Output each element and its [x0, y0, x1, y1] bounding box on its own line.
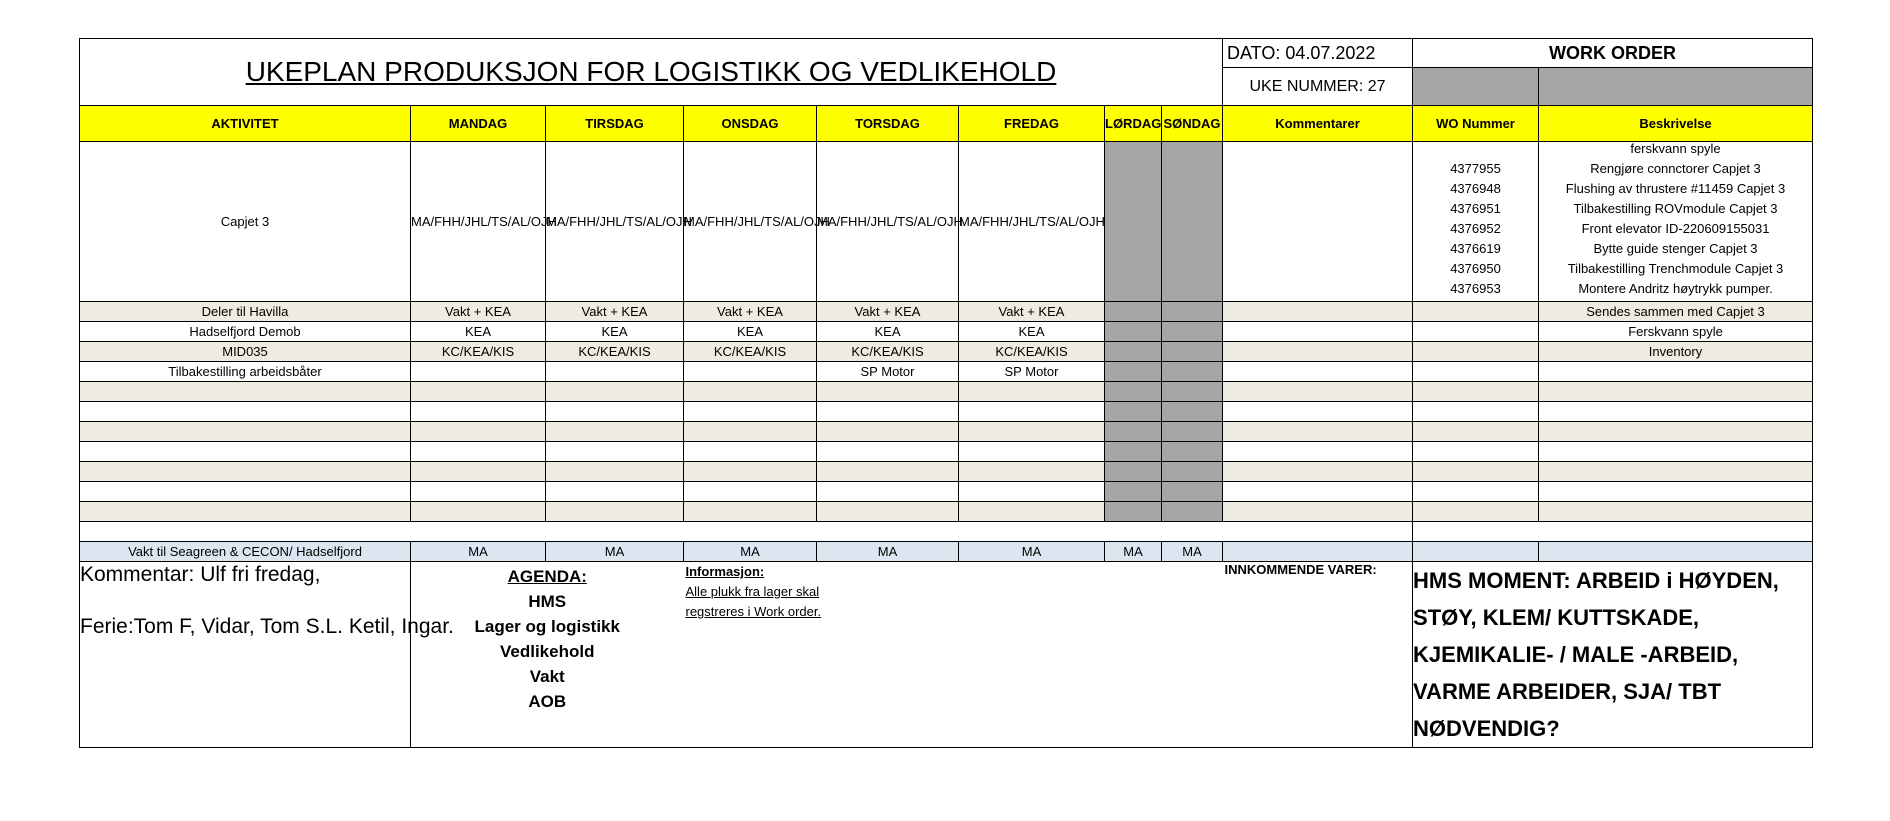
mandag-cell[interactable]: KC/KEA/KIS [411, 342, 546, 362]
empty-cell[interactable] [959, 402, 1105, 422]
vakt-onsdag[interactable]: MA [684, 542, 817, 562]
empty-cell[interactable] [546, 482, 684, 502]
sondag-cell[interactable] [1162, 482, 1223, 502]
empty-cell[interactable] [1413, 482, 1539, 502]
beskrivelse-cell[interactable] [1539, 142, 1813, 302]
empty-cell[interactable] [959, 462, 1105, 482]
wo-description: Rengjøre connctorer Capjet 3 [1590, 161, 1761, 176]
weekly-plan-table [79, 38, 1813, 748]
table-row [80, 302, 1813, 322]
table-row-empty [80, 422, 1813, 442]
sondag-cell[interactable] [1162, 462, 1223, 482]
table-row-empty [80, 402, 1813, 422]
col-header-aktivitet: AKTIVITET [80, 106, 411, 142]
empty-cell[interactable] [80, 402, 411, 422]
sondag-cell[interactable] [1162, 302, 1223, 322]
column-header-row [80, 106, 1813, 142]
activity-cell[interactable]: Hadselfjord Demob [80, 322, 411, 342]
fredag-cell[interactable]: MA/FHH/JHL/TS/AL/OJH [959, 142, 1105, 302]
sondag-cell[interactable] [1162, 362, 1223, 382]
week-number-cell[interactable]: UKE NUMMER: 27 [1223, 68, 1413, 106]
spacer-row [80, 522, 1813, 542]
informasjon-heading: Informasjon: [685, 564, 765, 579]
wo-number: 4376953 [1450, 281, 1501, 296]
fredag-cell[interactable]: Vakt + KEA [959, 302, 1105, 322]
empty-cell[interactable] [1413, 402, 1539, 422]
table-row-empty [80, 482, 1813, 502]
wo-description: Bytte guide stenger Capjet 3 [1593, 241, 1758, 256]
empty-cell[interactable] [411, 462, 546, 482]
agenda-item: Vakt [529, 667, 565, 686]
empty-cell[interactable] [411, 422, 546, 442]
empty-cell[interactable] [817, 482, 959, 502]
spacer-cell [1413, 522, 1813, 542]
empty-cell[interactable] [684, 442, 817, 462]
kommentar-cell[interactable] [1223, 322, 1413, 342]
empty-cell[interactable] [80, 462, 411, 482]
lordag-cell[interactable] [1105, 362, 1162, 382]
empty-cell[interactable] [817, 502, 959, 522]
empty-cell[interactable] [684, 502, 817, 522]
empty-cell[interactable] [546, 442, 684, 462]
empty-cell[interactable] [959, 502, 1105, 522]
spacer-cell [80, 522, 1413, 542]
activity-cell[interactable]: MID035 [80, 342, 411, 362]
wo-description: ferskvann spyle [1630, 141, 1721, 156]
empty-cell[interactable] [546, 422, 684, 442]
empty-cell[interactable] [546, 462, 684, 482]
lordag-cell[interactable] [1105, 402, 1162, 422]
wo-grey-cell-1 [1413, 68, 1539, 106]
lordag-cell[interactable] [1105, 442, 1162, 462]
sondag-cell[interactable] [1162, 422, 1223, 442]
onsdag-cell[interactable]: Vakt + KEA [684, 302, 817, 322]
empty-cell[interactable] [1223, 502, 1413, 522]
beskrivelse-cell[interactable] [1539, 362, 1813, 382]
mandag-cell[interactable]: Vakt + KEA [411, 302, 546, 322]
vakt-fredag[interactable]: MA [959, 542, 1105, 562]
informasjon-box[interactable] [684, 562, 1223, 748]
agenda-box[interactable] [411, 562, 684, 748]
onsdag-cell[interactable] [684, 362, 817, 382]
tirsdag-cell[interactable] [546, 362, 684, 382]
onsdag-cell[interactable]: MA/FHH/JHL/TS/AL/OJH [684, 142, 817, 302]
ferie-line: Ferie:Tom F, Vidar, Tom S.L. Ketil, Ingar. [80, 615, 454, 638]
empty-cell[interactable] [1413, 422, 1539, 442]
empty-cell[interactable] [684, 482, 817, 502]
empty-cell[interactable] [817, 422, 959, 442]
lordag-cell[interactable] [1105, 382, 1162, 402]
empty-cell[interactable] [817, 442, 959, 462]
vakt-kommentar[interactable] [1223, 542, 1413, 562]
empty-cell[interactable] [546, 502, 684, 522]
empty-cell[interactable] [1413, 502, 1539, 522]
kommentar-cell[interactable] [1223, 142, 1413, 302]
lordag-cell[interactable] [1105, 342, 1162, 362]
empty-cell[interactable] [1223, 422, 1413, 442]
activity-cell[interactable]: Tilbakestilling arbeidsbåter [80, 362, 411, 382]
empty-cell[interactable] [546, 402, 684, 422]
table-row [80, 322, 1813, 342]
wo-nummer-cell[interactable] [1413, 362, 1539, 382]
onsdag-cell[interactable]: KC/KEA/KIS [684, 342, 817, 362]
work-order-title: WORK ORDER [1413, 39, 1813, 68]
sondag-cell[interactable] [1162, 382, 1223, 402]
informasjon-text: Alle plukk fra lager skal regstreres i Work order. [685, 584, 822, 619]
vakt-sondag[interactable]: MA [1162, 542, 1223, 562]
mandag-cell[interactable]: KEA [411, 322, 546, 342]
kommentar-box[interactable] [80, 562, 454, 748]
tirsdag-cell[interactable]: KEA [546, 322, 684, 342]
beskrivelse-cell[interactable]: Sendes sammen med Capjet 3 [1539, 302, 1813, 322]
empty-cell[interactable] [80, 382, 411, 402]
lordag-cell[interactable] [1105, 502, 1162, 522]
tirsdag-cell[interactable]: Vakt + KEA [546, 302, 684, 322]
empty-cell[interactable] [1539, 422, 1813, 442]
activity-cell[interactable]: Capjet 3 [80, 142, 411, 302]
innkommende-label: INNKOMMENDE VARER: [1224, 562, 1377, 577]
vakt-lordag[interactable]: MA [1105, 542, 1162, 562]
col-header-torsdag: TORSDAG [817, 106, 959, 142]
wo-nummer-cell[interactable] [1413, 342, 1539, 362]
empty-cell[interactable] [1539, 382, 1813, 402]
wo-number: 4376951 [1450, 201, 1501, 216]
table-row-empty [80, 442, 1813, 462]
empty-cell[interactable] [1223, 462, 1413, 482]
empty-cell[interactable] [1223, 442, 1413, 462]
col-header-lordag: LØRDAG [1105, 106, 1162, 142]
col-header-mandag: MANDAG [411, 106, 546, 142]
sondag-cell[interactable] [1162, 342, 1223, 362]
vakt-torsdag[interactable]: MA [817, 542, 959, 562]
onsdag-cell[interactable]: KEA [684, 322, 817, 342]
kommentar-line-1: Kommentar: Ulf fri fredag, [80, 563, 321, 586]
vakt-tirsdag[interactable]: MA [546, 542, 684, 562]
table-row [80, 342, 1813, 362]
vakt-wo[interactable] [1413, 542, 1539, 562]
empty-cell[interactable] [1539, 442, 1813, 462]
date-cell[interactable]: DATO: 04.07.2022 [1223, 39, 1413, 68]
vakt-row [80, 542, 1813, 562]
empty-cell[interactable] [959, 382, 1105, 402]
kommentar-cell[interactable] [1223, 362, 1413, 382]
wo-number: 4376948 [1450, 181, 1501, 196]
empty-cell[interactable] [80, 422, 411, 442]
col-header-beskrivelse: Beskrivelse [1539, 106, 1813, 142]
torsdag-cell[interactable]: KC/KEA/KIS [817, 342, 959, 362]
col-header-tirsdag: TIRSDAG [546, 106, 684, 142]
sondag-cell[interactable] [1162, 442, 1223, 462]
empty-cell[interactable] [1413, 442, 1539, 462]
mandag-cell[interactable]: MA/FHH/JHL/TS/AL/OJH [411, 142, 546, 302]
empty-cell[interactable] [1223, 382, 1413, 402]
torsdag-cell[interactable]: MA/FHH/JHL/TS/AL/OJH [817, 142, 959, 302]
empty-cell[interactable] [411, 442, 546, 462]
empty-cell[interactable] [80, 502, 411, 522]
lordag-cell[interactable] [1105, 422, 1162, 442]
wo-description: Tilbakestilling Trenchmodule Capjet 3 [1567, 261, 1784, 276]
col-header-onsdag: ONSDAG [684, 106, 817, 142]
agenda-item: HMS [528, 592, 567, 611]
empty-cell[interactable] [411, 482, 546, 502]
wo-description: Front elevator ID-220609155031 [1581, 221, 1770, 236]
agenda-item: Lager og logistikk [474, 617, 620, 636]
hms-moment-box[interactable]: HMS MOMENT: ARBEID i HØYDEN, STØY, KLEM/ KUTTSKADE, KJEMIKALIE- / MALE -ARBEID, VARME ARBEIDER, SJA/ TBT NØDVENDIG? [1413, 562, 1813, 748]
empty-cell[interactable] [1539, 502, 1813, 522]
lordag-cell[interactable] [1105, 462, 1162, 482]
empty-cell[interactable] [959, 482, 1105, 502]
beskrivelse-cell[interactable]: Inventory [1539, 342, 1813, 362]
fredag-cell[interactable]: KEA [959, 322, 1105, 342]
empty-cell[interactable] [1413, 462, 1539, 482]
empty-cell[interactable] [817, 402, 959, 422]
fredag-cell[interactable]: SP Motor [959, 362, 1105, 382]
torsdag-cell[interactable]: Vakt + KEA [817, 302, 959, 322]
empty-cell[interactable] [411, 382, 546, 402]
beskrivelse-cell[interactable]: Ferskvann spyle [1539, 322, 1813, 342]
wo-number: 4376950 [1450, 261, 1501, 276]
empty-cell[interactable] [959, 442, 1105, 462]
wo-number [1413, 145, 1538, 159]
wo-description: Flushing av thrustere #11459 Capjet 3 [1565, 181, 1786, 196]
empty-cell[interactable] [684, 422, 817, 442]
empty-cell[interactable] [1539, 462, 1813, 482]
activity-cell[interactable]: Deler til Havilla [80, 302, 411, 322]
vakt-mandag[interactable]: MA [411, 542, 546, 562]
wo-number: 4376952 [1450, 221, 1501, 236]
table-row [80, 362, 1813, 382]
wo-description: Tilbakestilling ROVmodule Capjet 3 [1573, 201, 1778, 216]
sondag-cell[interactable] [1162, 322, 1223, 342]
empty-cell[interactable] [684, 462, 817, 482]
col-header-fredag: FREDAG [959, 106, 1105, 142]
empty-cell[interactable] [817, 462, 959, 482]
wo-nummer-cell[interactable] [1413, 302, 1539, 322]
empty-cell[interactable] [1223, 482, 1413, 502]
sondag-cell[interactable] [1162, 402, 1223, 422]
empty-cell[interactable] [817, 382, 959, 402]
lordag-cell[interactable] [1105, 302, 1162, 322]
empty-cell[interactable] [546, 382, 684, 402]
col-header-sondag: SØNDAG [1162, 106, 1223, 142]
lordag-cell[interactable] [1105, 142, 1162, 302]
col-header-kommentarer: Kommentarer [1223, 106, 1413, 142]
vakt-beskrivelse[interactable] [1539, 542, 1813, 562]
wo-number: 4377955 [1450, 161, 1501, 176]
bottom-section [80, 562, 1813, 748]
empty-cell[interactable] [1223, 402, 1413, 422]
sondag-cell[interactable] [1162, 142, 1223, 302]
agenda-item: AOB [528, 692, 567, 711]
table-row-empty [80, 462, 1813, 482]
fredag-cell[interactable]: KC/KEA/KIS [959, 342, 1105, 362]
wo-nummer-cell[interactable] [1413, 322, 1539, 342]
torsdag-cell[interactable]: KEA [817, 322, 959, 342]
kommentar-cell[interactable] [1223, 342, 1413, 362]
empty-cell[interactable] [80, 442, 411, 462]
mandag-cell[interactable] [411, 362, 546, 382]
agenda-item: Vedlikehold [500, 642, 595, 661]
page-title: UKEPLAN PRODUKSJON FOR LOGISTIKK OG VEDLIKEHOLD [80, 39, 1223, 106]
kommentar-cell[interactable] [1223, 302, 1413, 322]
table-row-empty [80, 502, 1813, 522]
col-header-wo-nummer: WO Nummer [1413, 106, 1539, 142]
empty-cell[interactable] [959, 422, 1105, 442]
wo-description: Montere Andritz høytrykk pumper. [1578, 281, 1773, 296]
vakt-label[interactable]: Vakt til Seagreen & CECON/ Hadselfjord [80, 542, 411, 562]
empty-cell[interactable] [1539, 482, 1813, 502]
sondag-cell[interactable] [1162, 502, 1223, 522]
empty-cell[interactable] [80, 482, 411, 502]
tirsdag-cell[interactable]: MA/FHH/JHL/TS/AL/OJH [546, 142, 684, 302]
empty-cell[interactable] [411, 502, 546, 522]
table-row-empty [80, 382, 1813, 402]
wo-nummer-cell[interactable] [1413, 142, 1539, 302]
table-row [80, 142, 1813, 302]
tirsdag-cell[interactable]: KC/KEA/KIS [546, 342, 684, 362]
innkommende-box[interactable] [1223, 562, 1413, 748]
empty-cell[interactable] [684, 382, 817, 402]
wo-grey-cell-2 [1539, 68, 1813, 106]
empty-cell[interactable] [684, 402, 817, 422]
empty-cell[interactable] [411, 402, 546, 422]
lordag-cell[interactable] [1105, 322, 1162, 342]
wo-number: 4376619 [1450, 241, 1501, 256]
empty-cell[interactable] [1539, 402, 1813, 422]
empty-cell[interactable] [1413, 382, 1539, 402]
agenda-heading: AGENDA: [507, 567, 587, 586]
lordag-cell[interactable] [1105, 482, 1162, 502]
torsdag-cell[interactable]: SP Motor [817, 362, 959, 382]
